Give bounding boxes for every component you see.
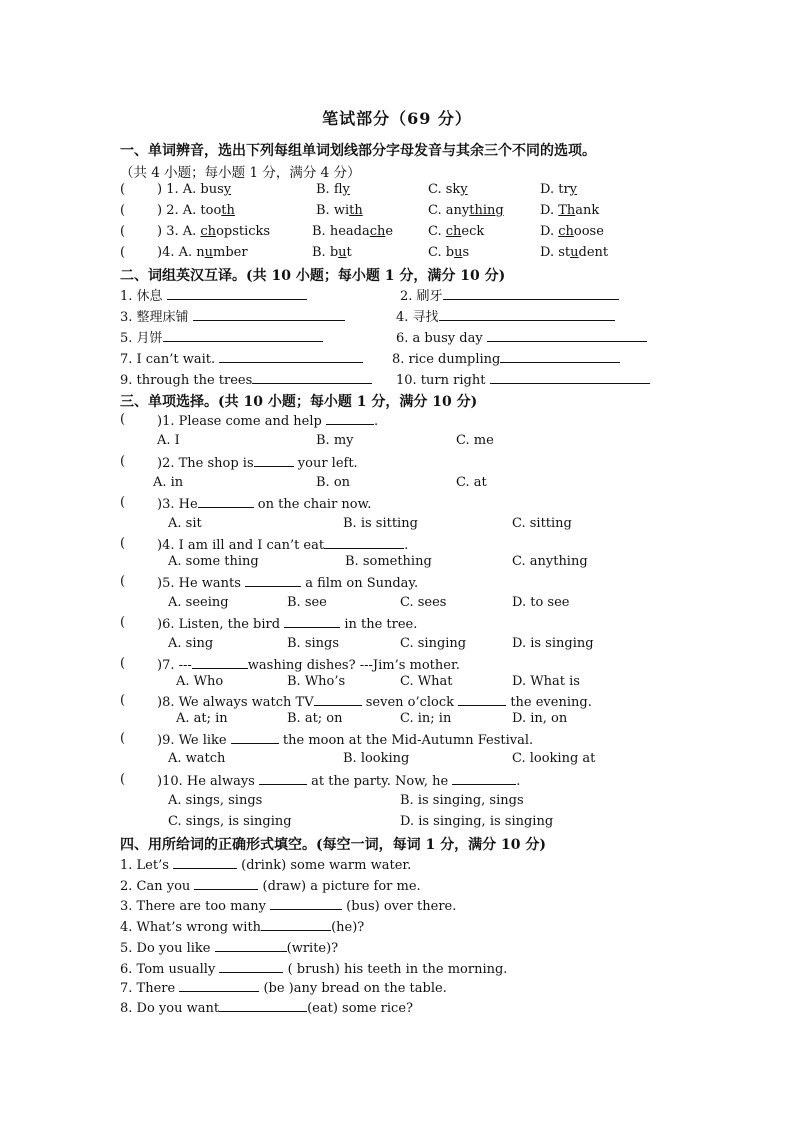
- option-a[interactable]: A. sing: [168, 636, 214, 651]
- translation-item: 4. 寻找: [396, 308, 615, 326]
- underlined-letters: th: [221, 203, 235, 218]
- answer-paren[interactable]: (: [120, 495, 154, 510]
- word-part: eck: [461, 224, 485, 239]
- question-stem: )3. He on the chair now.: [157, 497, 372, 512]
- question-stem: )4. I am ill and I can’t eat .: [157, 538, 409, 553]
- option-c: C.: [428, 224, 446, 239]
- fill-item: 2. Can you (draw) a picture for me.: [120, 879, 421, 894]
- option-a[interactable]: A. seeing: [168, 595, 229, 610]
- fill-item: 8. Do you want (eat) some rice?: [120, 1001, 413, 1016]
- answer-paren[interactable]: (: [120, 615, 154, 630]
- word-part: mber: [213, 245, 248, 260]
- translation-item: 2. 刷牙: [400, 287, 619, 305]
- answer-paren[interactable]: (: [120, 574, 154, 589]
- option-b[interactable]: B. my: [316, 433, 354, 448]
- option-c: C. b: [428, 245, 455, 260]
- underlined-letters: u: [454, 245, 463, 260]
- page-title: 笔试部分（69 分）: [322, 109, 472, 128]
- answer-blank[interactable]: [487, 329, 647, 342]
- option-b[interactable]: B. on: [316, 475, 351, 490]
- option-c[interactable]: C. sees: [400, 595, 447, 610]
- answer-blank[interactable]: [198, 495, 254, 508]
- answer-paren[interactable]: (: [120, 245, 154, 260]
- translation-item: 1. 休息: [120, 287, 307, 305]
- answer-blank[interactable]: [326, 412, 374, 425]
- option-c[interactable]: C. What: [400, 674, 453, 689]
- fill-item: 4. What’s wrong with (he)?: [120, 920, 365, 935]
- word-part: oose: [573, 224, 604, 239]
- answer-blank[interactable]: [215, 939, 287, 952]
- option-d: D. tr: [540, 182, 570, 197]
- answer-blank[interactable]: [167, 287, 307, 300]
- question-stem: )5. He wants a film on Sunday.: [157, 576, 419, 591]
- word-part: e: [385, 224, 394, 239]
- option-c[interactable]: C. looking at: [512, 751, 596, 766]
- answer-paren[interactable]: (: [120, 203, 154, 218]
- underlined-letters: ch: [200, 224, 217, 239]
- question-stem: )6. Listen, the bird in the tree.: [157, 617, 418, 632]
- question-number: ) 1. A.: [157, 182, 201, 197]
- answer-blank[interactable]: [219, 960, 283, 973]
- answer-paren[interactable]: (: [120, 693, 154, 708]
- option-c[interactable]: C. me: [456, 433, 494, 448]
- translation-item: 5. 月饼: [120, 329, 323, 347]
- option-b: B. heada: [312, 224, 370, 239]
- answer-blank[interactable]: [163, 329, 323, 342]
- option-a[interactable]: A. sit: [168, 516, 202, 531]
- underlined-letters: u: [338, 245, 347, 260]
- question-stem: )1. Please come and help .: [157, 414, 379, 429]
- answer-blank[interactable]: [284, 615, 340, 628]
- question-stem: )8. We always watch TV seven o’clock the evening.: [157, 695, 592, 710]
- answer-blank[interactable]: [261, 918, 331, 931]
- option-b[interactable]: B. something: [345, 554, 432, 569]
- word-part: ank: [575, 203, 600, 218]
- underlined-letters: ch: [558, 224, 574, 239]
- answer-paren[interactable]: (: [120, 731, 154, 746]
- option-a[interactable]: A. sings, sings: [168, 793, 263, 808]
- underlined-letters: thing: [469, 203, 504, 218]
- option-b[interactable]: B. Who’s: [287, 674, 346, 689]
- answer-blank[interactable]: [192, 656, 248, 669]
- section-3-heading: 三、单项选择。(共 10 小题；每小题 1 分，满分 10 分): [120, 394, 478, 410]
- option-b[interactable]: B. looking: [343, 751, 410, 766]
- option-a[interactable]: A. I: [157, 433, 180, 448]
- option-d[interactable]: D. is singing, is singing: [400, 814, 554, 829]
- answer-blank[interactable]: [254, 454, 294, 467]
- section-4-heading: 四、用所给词的正确形式填空。(每空一词，每词 1 分，满分 10 分): [120, 837, 546, 853]
- question-stem: )7. --- washing dishes? ---Jim’s mother.: [157, 658, 460, 673]
- answer-blank[interactable]: [193, 308, 345, 321]
- option-b: B. wi: [316, 203, 350, 218]
- answer-blank[interactable]: [245, 574, 301, 587]
- underlined-letters: ch: [369, 224, 386, 239]
- option-a[interactable]: A. in: [153, 475, 184, 490]
- translation-item: 7. I can’t wait.: [120, 350, 363, 368]
- answer-blank[interactable]: [270, 897, 342, 910]
- option-d: D.: [540, 224, 559, 239]
- option-c[interactable]: C. sings, is singing: [168, 814, 292, 829]
- option-b[interactable]: B. see: [287, 595, 327, 610]
- question-stem: )10. He always at the party. Now, he .: [157, 774, 521, 789]
- underlined-letters: u: [204, 245, 214, 260]
- fill-item: 3. There are too many (bus) over there.: [120, 899, 457, 914]
- answer-blank[interactable]: [452, 772, 516, 785]
- underlined-letters: Th: [558, 203, 576, 218]
- translation-item: 3. 整理床铺: [120, 308, 345, 326]
- answer-blank[interactable]: [219, 350, 363, 363]
- fill-item: 6. Tom usually ( brush) his teeth in the morning.: [120, 962, 508, 977]
- option-a[interactable]: A. watch: [168, 751, 226, 766]
- answer-paren[interactable]: (: [120, 536, 154, 551]
- option-c[interactable]: C. at: [456, 475, 487, 490]
- section-2-heading: 二、词组英汉互译。(共 10 小题；每小题 1 分，满分 10 分): [120, 268, 506, 284]
- answer-blank[interactable]: [194, 877, 258, 890]
- option-b: B. fl: [316, 182, 343, 197]
- answer-paren[interactable]: (: [120, 182, 154, 197]
- word-part: n: [196, 245, 205, 260]
- answer-blank[interactable]: [259, 772, 307, 785]
- option-c: C. sk: [428, 182, 461, 197]
- option-c[interactable]: C. sitting: [512, 516, 572, 531]
- word-part: opsticks: [216, 224, 271, 239]
- section-1-note: （共 4 小题；每小题 1 分，满分 4 分）: [120, 165, 361, 181]
- option-c[interactable]: C. singing: [400, 636, 467, 651]
- underlined-letters: y: [223, 182, 232, 197]
- option-a[interactable]: A. Who: [176, 674, 224, 689]
- answer-blank[interactable]: [490, 371, 650, 384]
- answer-blank[interactable]: [219, 999, 307, 1012]
- answer-paren[interactable]: (: [120, 224, 154, 239]
- underlined-letters: ch: [445, 224, 462, 239]
- fill-item: 7. There (be )any bread on the table.: [120, 981, 447, 996]
- answer-blank[interactable]: [314, 693, 362, 706]
- option-d[interactable]: D. in, on: [512, 711, 568, 726]
- question-number: ) 3. A.: [157, 224, 201, 239]
- translation-item: 8. rice dumpling: [392, 350, 620, 368]
- word-part: s: [462, 245, 470, 260]
- translation-item: 9. through the trees: [120, 371, 372, 389]
- answer-blank[interactable]: [458, 693, 506, 706]
- underlined-letters: y: [460, 182, 468, 197]
- option-b[interactable]: B. sings: [287, 636, 340, 651]
- option-d[interactable]: D. What is: [512, 674, 580, 689]
- fill-item: 5. Do you like (write)?: [120, 941, 339, 956]
- answer-blank[interactable]: [179, 979, 259, 992]
- option-c[interactable]: C. in; in: [400, 711, 452, 726]
- answer-blank[interactable]: [252, 371, 372, 384]
- fill-item: 1. Let’s (drink) some warm water.: [120, 858, 412, 873]
- answer-blank[interactable]: [500, 350, 620, 363]
- underlined-letters: y: [569, 182, 578, 197]
- answer-blank[interactable]: [439, 308, 615, 321]
- question-number: )4. A.: [157, 245, 197, 260]
- option-c[interactable]: C. anything: [512, 554, 588, 569]
- option-d[interactable]: D. to see: [512, 595, 570, 610]
- option-d: D. st: [540, 245, 571, 260]
- option-a[interactable]: A. some thing: [168, 554, 259, 569]
- answer-paren[interactable]: (: [120, 412, 154, 427]
- option-a[interactable]: A. at; in: [176, 711, 228, 726]
- question-number: ) 2. A.: [157, 203, 201, 218]
- option-b: B. b: [312, 245, 339, 260]
- section-1-heading: 一、单词辨音，选出下列每组单词划线部分字母发音与其余三个不同的选项。: [120, 143, 596, 159]
- answer-blank[interactable]: [231, 731, 279, 744]
- word-part: t: [346, 245, 352, 260]
- word-part: dent: [578, 245, 609, 260]
- underlined-letters: u: [570, 245, 579, 260]
- answer-blank[interactable]: [443, 287, 619, 300]
- option-d: D.: [540, 203, 559, 218]
- option-c: C. any: [428, 203, 470, 218]
- answer-paren[interactable]: (: [120, 656, 154, 671]
- option-d[interactable]: D. is singing: [512, 636, 594, 651]
- question-stem: )9. We like the moon at the Mid-Autumn Festival.: [157, 733, 534, 748]
- answer-paren[interactable]: (: [120, 772, 154, 787]
- answer-blank[interactable]: [324, 536, 404, 549]
- option-b[interactable]: B. is sitting: [343, 516, 418, 531]
- option-b[interactable]: B. at; on: [287, 711, 343, 726]
- option-b[interactable]: B. is singing, sings: [400, 793, 524, 808]
- translation-item: 6. a busy day: [396, 329, 647, 347]
- answer-paren[interactable]: (: [120, 454, 154, 469]
- translation-item: 10. turn right: [396, 371, 650, 389]
- underlined-letters: y: [342, 182, 350, 197]
- answer-blank[interactable]: [173, 856, 237, 869]
- word-part: bus: [200, 182, 224, 197]
- underlined-letters: th: [349, 203, 363, 218]
- question-stem: )2. The shop is your left.: [157, 456, 358, 471]
- word-part: too: [200, 203, 222, 218]
